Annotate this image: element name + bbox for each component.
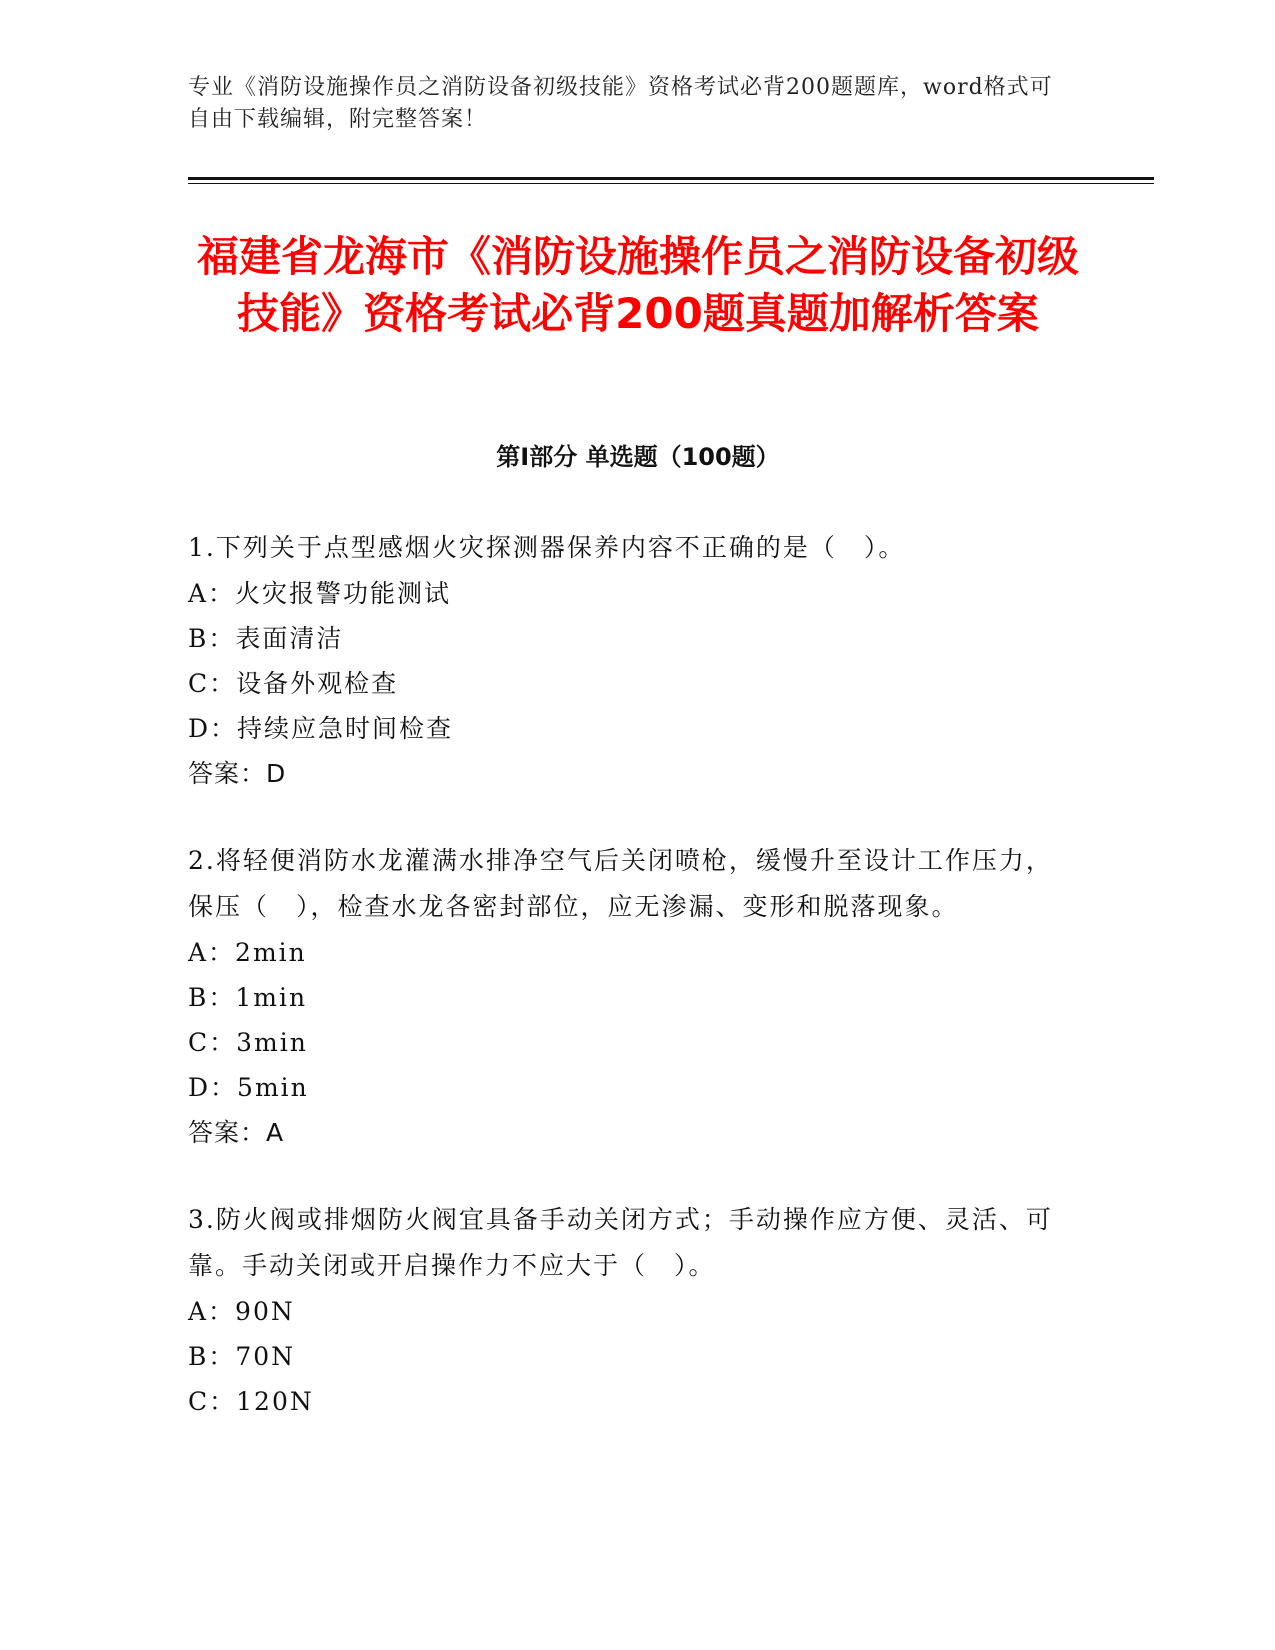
- option-a: A：火灾报警功能测试: [188, 579, 452, 608]
- section-heading: 第Ⅰ部分 单选题（100题）: [496, 443, 780, 471]
- answer-line: 答案：D: [188, 759, 287, 788]
- option-c: C：设备外观检查: [188, 669, 399, 698]
- option-b: B：1min: [188, 983, 308, 1012]
- option-b: B：表面清洁: [188, 624, 344, 653]
- question-stem: 1.下列关于点型感烟火灾探测器保养内容不正确的是（ ）。: [188, 533, 906, 562]
- question-stem: 2.将轻便消防水龙灌满水排净空气后关闭喷枪，缓慢升至设计工作压力，保压（ ），检查水龙各密封部位，应无渗漏、变形和脱落现象。: [188, 846, 1053, 921]
- header-note: 专业《消防设施操作员之消防设备初级技能》资格考试必背200题题库，word格式可自由下载编辑，附完整答案！: [188, 75, 1053, 132]
- question-stem: 3.防火阀或排烟防火阀宜具备手动关闭方式；手动操作应方便、灵活、可靠。手动关闭或开启操作力不应大于（ ）。: [188, 1205, 1053, 1280]
- header-rule-thick: [188, 177, 1154, 180]
- document-title: 福建省龙海市《消防设施操作员之消防设备初级技能》资格考试必背200题真题加解析答案: [196, 232, 1079, 338]
- option-c: C：120N: [188, 1387, 314, 1416]
- option-b: B：70N: [188, 1342, 296, 1371]
- question-2: [188, 838, 1068, 1155]
- option-d: D：持续应急时间检查: [188, 714, 454, 743]
- header-rule-thin: [188, 183, 1154, 184]
- answer-line: 答案：A: [188, 1118, 285, 1147]
- option-a: A：90N: [188, 1297, 295, 1326]
- question-list: [188, 525, 1068, 1466]
- option-a: A：2min: [188, 938, 307, 967]
- question-3: [188, 1197, 1068, 1424]
- question-1: [188, 525, 1068, 796]
- option-c: C：3min: [188, 1028, 308, 1057]
- option-d: D：5min: [188, 1073, 309, 1102]
